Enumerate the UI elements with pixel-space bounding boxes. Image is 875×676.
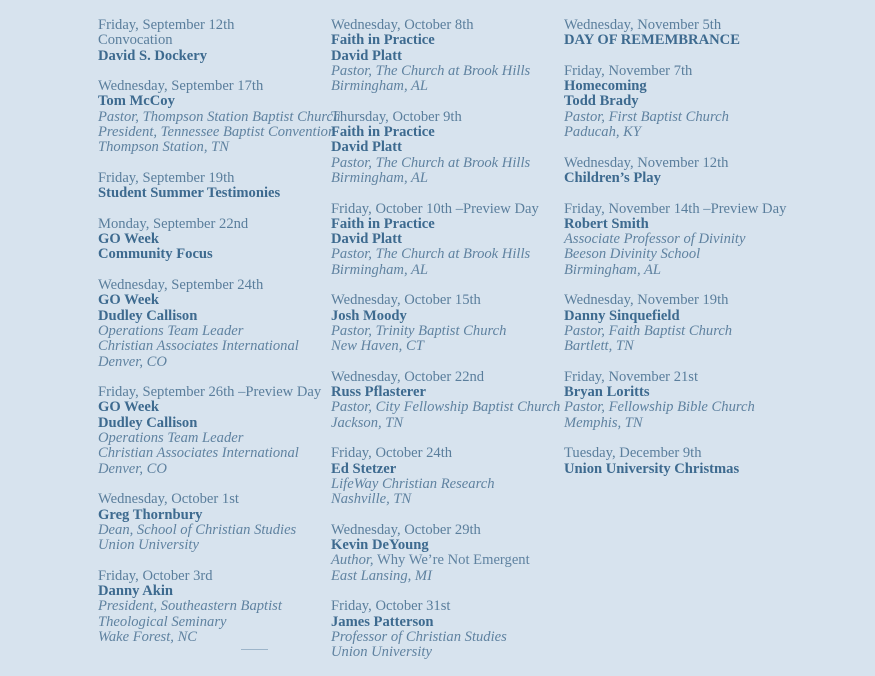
event-date: Wednesday, October 29th — [331, 521, 481, 538]
event-detail: Paducah, KY — [564, 124, 642, 141]
event-date: Friday, September 19th — [98, 169, 235, 186]
schedule-event — [331, 523, 556, 584]
event-headline: Ed Stetzer — [331, 460, 397, 477]
event-date: Friday, November 21st — [564, 368, 699, 385]
event-detail: Denver, CO — [98, 353, 167, 370]
schedule-event — [331, 446, 556, 507]
schedule-event — [564, 293, 789, 354]
event-headline: Josh Moody — [331, 307, 407, 324]
event-date: Tuesday, December 9th — [564, 445, 702, 462]
event-headline: Faith in Practice — [331, 32, 435, 49]
event-headline: Greg Thornbury — [98, 506, 203, 523]
schedule-event — [331, 18, 556, 94]
event-detail: Pastor, The Church at Brook Hills — [331, 246, 531, 263]
event-detail: Jackson, TN — [331, 414, 404, 431]
event-date: Wednesday, October 8th — [331, 17, 474, 33]
event-headline: DAY OF REMEMBRANCE — [564, 32, 740, 49]
schedule-column-1 — [98, 17, 341, 660]
event-detail: Pastor, The Church at Brook Hills — [331, 154, 531, 171]
event-date: Thursday, October 9th — [331, 108, 462, 125]
event-headline: Dudley Callison — [98, 414, 198, 431]
event-date: Friday, October 31st — [331, 598, 451, 615]
event-headline: Faith in Practice — [331, 215, 435, 232]
event-detail: Nashville, TN — [331, 491, 412, 508]
schedule-event — [98, 78, 341, 156]
event-date: Wednesday, November 5th — [564, 17, 722, 33]
event-headline: Student Summer Testimonies — [98, 185, 281, 202]
schedule-event — [564, 370, 789, 431]
event-date: Friday, October 10th –Preview Day — [331, 200, 539, 217]
schedule-event — [564, 202, 789, 278]
event-date: Friday, October 24th — [331, 445, 453, 462]
schedule-event — [331, 110, 556, 186]
event-detail — [331, 553, 556, 568]
event-headline: GO Week — [98, 399, 159, 416]
event-detail: Operations Team Leader — [98, 322, 244, 339]
event-role: Author, — [331, 552, 374, 569]
event-detail: Pastor, Thompson Station Baptist Church — [98, 108, 341, 125]
event-detail: Pastor, City Fellowship Baptist Church — [331, 399, 561, 416]
event-detail: Birmingham, AL — [564, 261, 662, 278]
schedule-event — [98, 217, 323, 263]
event-headline: Danny Akin — [98, 582, 174, 599]
event-headline: Union University Christmas — [564, 460, 740, 477]
event-headline: GO Week — [98, 292, 159, 309]
event-headline: Dudley Callison — [98, 307, 198, 324]
schedule-event — [98, 18, 323, 64]
event-date: Wednesday, November 19th — [564, 292, 729, 309]
event-headline: Community Focus — [98, 246, 213, 263]
schedule-event — [98, 171, 323, 202]
schedule-event — [331, 368, 561, 431]
event-detail: LifeWay Christian Research — [331, 475, 495, 492]
event-detail: New Haven, CT — [331, 338, 424, 355]
event-headline: James Patterson — [331, 613, 434, 630]
event-detail: Union University — [331, 644, 432, 661]
event-detail: Pastor, First Baptist Church — [564, 108, 729, 125]
event-date: Wednesday, October 1st — [98, 491, 239, 508]
event-headline: Children’s Play — [564, 169, 661, 186]
event-date: Friday, September 26th –Preview Day — [98, 384, 322, 401]
event-detail: Dean, School of Christian Studies — [98, 521, 297, 538]
event-headline: Faith in Practice — [331, 124, 435, 141]
event-headline: Bryan Loritts — [564, 384, 650, 401]
footer-divider — [241, 649, 268, 650]
event-detail: Associate Professor of Divinity — [564, 231, 746, 248]
event-detail: Union University — [98, 537, 199, 554]
event-label: Convocation — [98, 32, 173, 49]
schedule-event — [98, 278, 323, 370]
event-book-title: Why We’re Not Emergent — [373, 552, 530, 569]
event-detail: Pastor, Fellowship Bible Church — [564, 399, 755, 416]
event-headline: David S. Dockery — [98, 47, 208, 64]
event-headline: David Platt — [331, 47, 402, 64]
event-headline: Danny Sinquefield — [564, 307, 680, 324]
event-detail: Professor of Christian Studies — [331, 628, 507, 645]
event-detail: Beeson Divinity School — [564, 246, 701, 263]
event-detail: Theological Seminary — [98, 613, 227, 630]
schedule-column-2 — [331, 17, 561, 676]
event-detail: Pastor, Trinity Baptist Church — [331, 322, 507, 339]
event-headline: Tom McCoy — [98, 93, 175, 110]
event-detail: Birmingham, AL — [331, 78, 429, 95]
schedule-event — [331, 293, 556, 354]
event-detail: Bartlett, TN — [564, 338, 634, 355]
event-date: Wednesday, November 12th — [564, 154, 729, 171]
event-detail: East Lansing, MI — [331, 567, 432, 584]
event-date: Wednesday, October 22nd — [331, 368, 485, 385]
event-detail: Christian Associates International — [98, 445, 299, 462]
event-date: Friday, October 3rd — [98, 567, 213, 584]
event-date: Wednesday, September 17th — [98, 78, 264, 95]
schedule-event — [98, 385, 323, 477]
schedule-column-3 — [564, 18, 789, 492]
event-date: Monday, September 22nd — [98, 215, 249, 232]
event-headline: Robert Smith — [564, 215, 649, 232]
event-date: Friday, September 12th — [98, 17, 235, 33]
schedule-event — [98, 569, 323, 645]
event-date: Friday, November 14th –Preview Day — [564, 200, 787, 217]
schedule-event — [564, 64, 789, 140]
schedule-event — [564, 156, 789, 187]
event-detail: President, Southeastern Baptist — [98, 598, 282, 615]
event-detail: Christian Associates International — [98, 338, 299, 355]
event-headline: Todd Brady — [564, 93, 639, 110]
event-detail: Wake Forest, NC — [98, 628, 198, 645]
event-headline: GO Week — [98, 231, 159, 248]
event-headline: David Platt — [331, 231, 402, 248]
event-headline: Kevin DeYoung — [331, 537, 429, 554]
event-date: Wednesday, October 15th — [331, 292, 481, 309]
event-detail: Pastor, The Church at Brook Hills — [331, 62, 531, 79]
schedule-event — [331, 599, 556, 660]
event-detail: Operations Team Leader — [98, 430, 244, 447]
event-headline: Russ Pflasterer — [331, 384, 426, 401]
event-detail: Memphis, TN — [564, 414, 643, 431]
event-detail: Pastor, Faith Baptist Church — [564, 322, 733, 339]
schedule-event — [564, 18, 789, 49]
event-detail: Denver, CO — [98, 460, 167, 477]
event-date: Friday, November 7th — [564, 62, 693, 79]
event-date: Wednesday, September 24th — [98, 277, 264, 294]
event-detail: Birmingham, AL — [331, 169, 429, 186]
schedule-event — [98, 492, 323, 553]
event-detail: President, Tennessee Baptist Convention — [98, 124, 336, 141]
event-detail: Thompson Station, TN — [98, 139, 229, 156]
event-headline: Homecoming — [564, 78, 647, 95]
event-headline: David Platt — [331, 139, 402, 156]
schedule-event — [564, 446, 789, 477]
schedule-event — [331, 202, 556, 278]
event-detail: Birmingham, AL — [331, 261, 429, 278]
